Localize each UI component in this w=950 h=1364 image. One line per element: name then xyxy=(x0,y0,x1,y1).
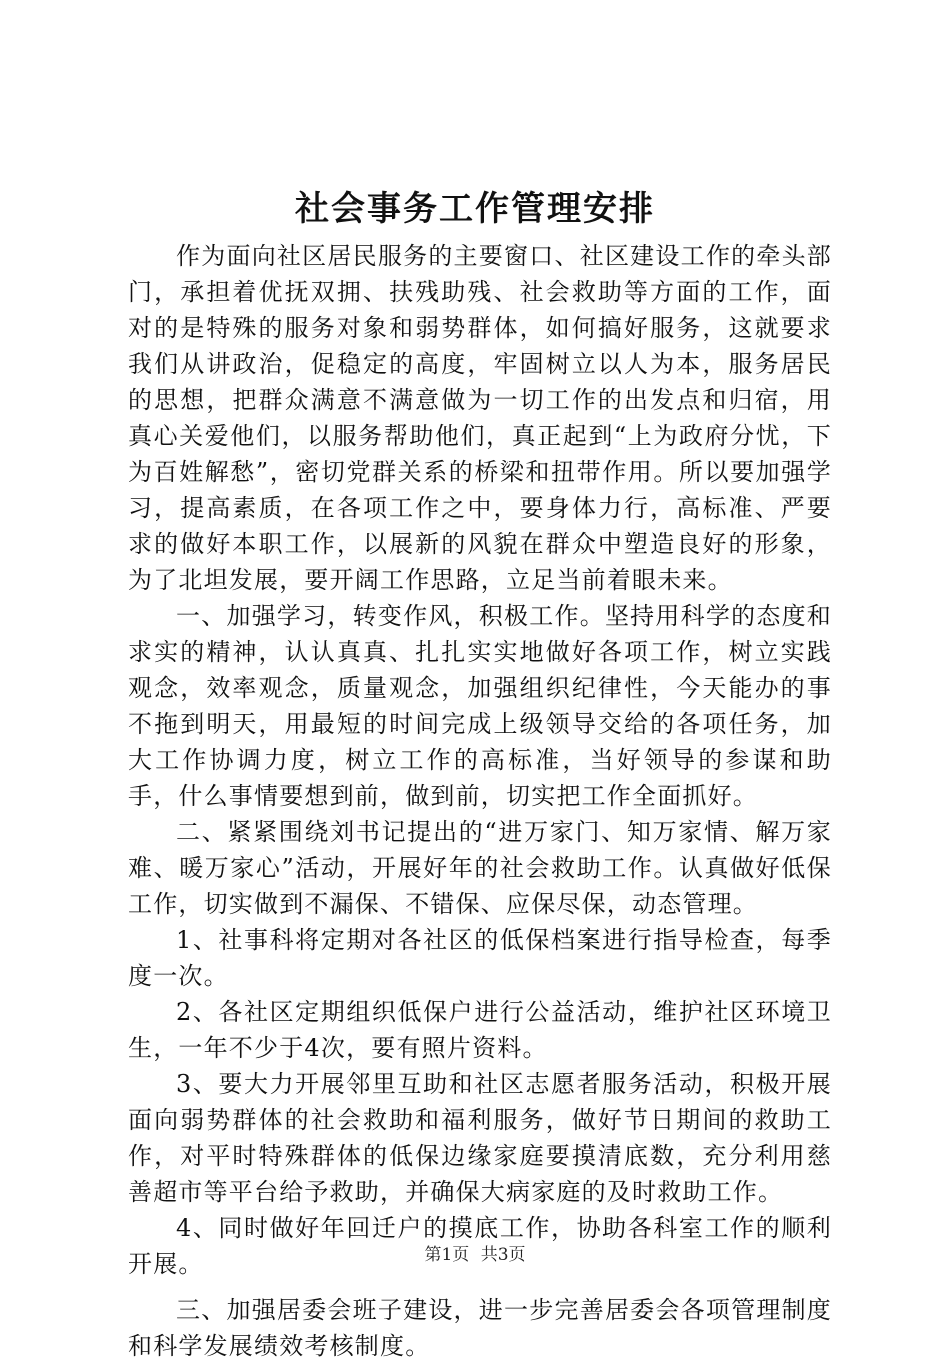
intro-paragraph: 作为面向社区居民服务的主要窗口、社区建设工作的牵头部门，承担着优抚双拥、扶残助残、社会救助等方面的工作，面对的是特殊的服务对象和弱势群体，如何搞好服务，这就要求我们从讲政治，促稳定的高度，牢固树立以人为本，服务居民的思想，把群众满意不满意做为一切工作的出发点和归宿，用真心关爱他们，以服务帮助他们，真正起到“上为政府分忧，下为百姓解愁”，密切党群关系的桥梁和扭带作用。所以要加强学习，提高素质，在各项工作之中，要身体力行，高标准、严要求的做好本职工作，以展新的风貌在群众中塑造良好的形象，为了北坦发展，要开阔工作思路，立足当前着眼未来。 xyxy=(128,242,832,594)
section-three-paragraph: 三、加强居委会班子建设，进一步完善居委会各项管理制度和科学发展绩效考核制度。 xyxy=(128,1296,832,1360)
document-body xyxy=(128,238,832,1364)
page-total: 共3页 xyxy=(480,1245,526,1265)
item-four-paragraph: 4、同时做好年回迁户的摸底工作，协助各科室工作的顺利开展。 xyxy=(128,1214,832,1278)
item-three-paragraph: 3、要大力开展邻里互助和社区志愿者服务活动，积极开展面向弱势群体的社会救助和福利服务，做好节日期间的救助工作，对平时特殊群体的低保边缘家庭要摸清底数，充分利用慈善超市等平台给予救助，并确保大病家庭的及时救助工作。 xyxy=(128,1070,832,1206)
document-title: 社会事务工作管理安排 xyxy=(295,189,655,229)
section-two-paragraph: 二、紧紧围绕刘书记提出的“进万家门、知万家情、解万家难、暖万家心”活动，开展好年的社会救助工作。认真做好低保工作，切实做到不漏保、不错保、应保尽保，动态管理。 xyxy=(128,818,832,918)
item-one-paragraph: 1、社事科将定期对各社区的低保档案进行指导检查，每季度一次。 xyxy=(128,926,832,990)
section-one-paragraph: 一、加强学习，转变作风，积极工作。坚持用科学的态度和求实的精神，认认真真、扎扎实实地做好各项工作，树立实践观念，效率观念，质量观念，加强组织纪律性，今天能办的事不拖到明天，用最短的时间完成上级领导交给的各项任务，加大工作协调力度，树立工作的高标准，当好领导的参谋和助手，什么事情要想到前，做到前，切实把工作全面抓好。 xyxy=(128,602,832,810)
page-footer xyxy=(0,1243,950,1267)
page-number: 第1页 xyxy=(424,1245,470,1265)
item-two-paragraph: 2、各社区定期组织低保户进行公益活动，维护社区环境卫生，一年不少于4次，要有照片资料。 xyxy=(128,998,832,1062)
